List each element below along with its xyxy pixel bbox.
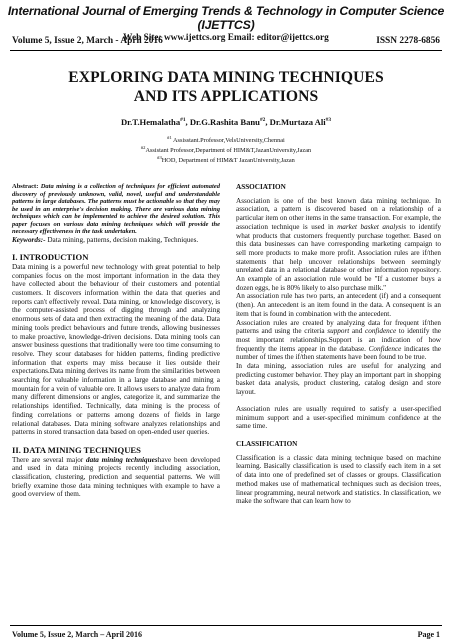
author-separator: , [185,117,190,127]
author-name: Dr.T.Hemalatha [120,117,181,127]
affiliation-mark: #3 [157,154,162,160]
abstract-label: Abstract: [12,183,39,190]
association-paragraph: Association rules are usually required to satisfy a user-specified minimum support and a user-specified minimum confidence at the same time. [236,404,441,431]
author-mark: #2 [259,117,266,124]
volume-info: Volume 5, Issue 2, March - April 2016 [12,36,163,46]
page-footer [12,630,440,639]
title-line-1: EXPLORING DATA MINING TECHNIQUES [68,69,384,86]
classification-text: Classification is a classic data mining technique based on machine learning. Basically classification is used to classify each item in a set of data into one of predefined set of classes or groups. Classification method makes use of mathematical techniques such as decision trees, linear programming, neural network and statistics. In classification, we make the software that can learn how to [236,453,441,506]
keywords [12,236,220,245]
association-p1-b: to identify what products that customers frequently purchase together. Based on this data businesses can have corresponding marketing campaign to sell more products to make more profit. Association rules are if/then statements that help uncover relationships between seemingly unrelated data in a relational database or other information repository. An example of an association rule would be "If a customer buys a dozen eggs, he is 80% likely to also purchase milk." [236,222,441,292]
affiliation-mark: #2 [140,144,146,150]
paper-title [0,68,452,106]
introduction-heading: I. INTRODUCTION [12,252,89,263]
techniques-text [12,456,220,500]
affiliation [0,134,452,144]
association-paragraph: An association rule has two parts, an antecedent (if) and a consequent (then). An antecedent is an item found in the data. A consequent is an item that is found in combination with the antecedent. [236,292,441,318]
header-rule [10,50,442,51]
volume-line [12,36,440,46]
author-name: Dr.Murtaza Ali [269,117,326,127]
association-p3-b: and [349,327,366,336]
techniques-text-b: have been developed and used in data mining projects recently including association, classification, clustering, prediction and sequential patterns. We will briefly examine those data mining techniques with example to have a good overview of them. [12,455,221,499]
page-number: Page 1 [417,630,440,639]
keywords-label: Keywords:- [12,235,46,244]
confidence-term: confidence [365,327,397,336]
association-paragraph [236,319,441,363]
left-column [12,183,220,499]
spacer [236,397,441,405]
classification-heading: CLASSIFICATION [236,439,298,448]
association-heading: ASSOCIATION [236,183,286,191]
issn: ISSN 2278-6856 [376,36,440,46]
affiliation-text: Assistant Professor,Department of HIM&T,JazanUniversity,Jazan [145,147,312,154]
affiliation-text: Assisstant.Professor,VelsUniversity,Chennai [173,137,285,144]
affiliation-mark: #1 [167,134,172,140]
techniques-text-a: There are several major [12,455,87,464]
association-p1-emphasis: market basket analysis [337,222,406,231]
techniques-emphasis: data mining techniques [86,455,158,464]
abstract [12,183,220,236]
association-p3-d: indicates the number of times the if/then statements have been found to be true. [236,344,442,362]
techniques-heading: II. DATA MINING TECHNIQUES [12,444,141,455]
affiliation [0,144,452,154]
association-p3-a: Association rules are created by analyzing data for frequent if/then patterns and using the criteria [236,318,441,336]
footer-rule [10,625,442,626]
abstract-text: Data mining is a collection of techniques for efficient automated discovery of previously unknown, valid, novel, useful and understandable patterns in large databases. The patterns must be actionable so that they may be used in an enterprise's decision making. There are various data mining techniques which can be implemented to achieve the desired solution. This paper focuses on various data mining techniques which will provide the necessary effectiveness in the task undertaken. [12,183,220,235]
affiliation-text: HOD, Department of HIM&T JazanUniversity,Jazan [161,157,295,164]
journal-name: International Journal of Emerging Trends & Technology in Computer Science (IJETTCS) [7,4,445,32]
keywords-text: Data mining, patterns, decision making, Techniques. [45,235,199,244]
association-p1-a: Association is one of the best known data mining technique. In association, a pattern is discovered based on a relationship of a particular item on other items in the same transaction. For example, the association technique is used in [236,196,441,231]
right-column [236,183,441,506]
author-list [0,117,452,127]
footer-volume: Volume 5, Issue 2, March – April 2016 [12,630,143,639]
introduction-text: Data mining is a powerful new technology with great potential to help companies focus on the most important information in the data they have collected about the behaviour of their customers and potential customers. It discovers information within the data that queries and reports can't effectively reveal. Data mining, or knowledge discovery, is the computer-assisted process of digging through and analyzing enormous sets of data and then extracting the meaning of the data. Data mining tools predict behaviours and future trends, allowing businesses to make proactive, knowledge-driven decisions. Data mining tools can answer business questions that traditionally were too time consuming to resolve. They scour databases for hidden patterns, finding predictive information that experts may miss because it lies outside their expectations.Data mining derives its name from the similarities between searching for valuable information in a large database and mining a mountain for a vein of valuable ore. It allows users to analyze data from many different dimensions or angles, categorize it, and summarize the relationships identified. Technically, data mining is the process of finding correlations or patterns among dozens of fields in large relational databases. Data mining software analyzes relationships and patterns in stored transaction data based on open-ended user queries. [12,262,220,437]
author-mark: #1 [180,117,186,124]
journal-website: Web Site: www.ijettcs.org Email: editor@ijettcs.org [123,33,329,43]
author-mark: #3 [325,117,332,124]
author-separator: , [265,117,270,127]
affiliation [0,154,452,164]
association-paragraph: In data mining, association rules are useful for analyzing and predicting customer behavior. They play an important part in shopping basket data analysis, product clustering, catalog design and store layout. [236,362,441,397]
support-term: support [327,327,350,336]
confidence-term-2: Confidence [368,344,402,353]
association-p3-c: to identify the most important relationships.Support is an indication of how frequently the items appear in the database. [236,327,441,353]
author-name: Dr.G.Rashita Banu [189,117,260,127]
association-paragraph [236,197,441,293]
title-line-2: AND ITS APPLICATIONS [133,88,319,105]
